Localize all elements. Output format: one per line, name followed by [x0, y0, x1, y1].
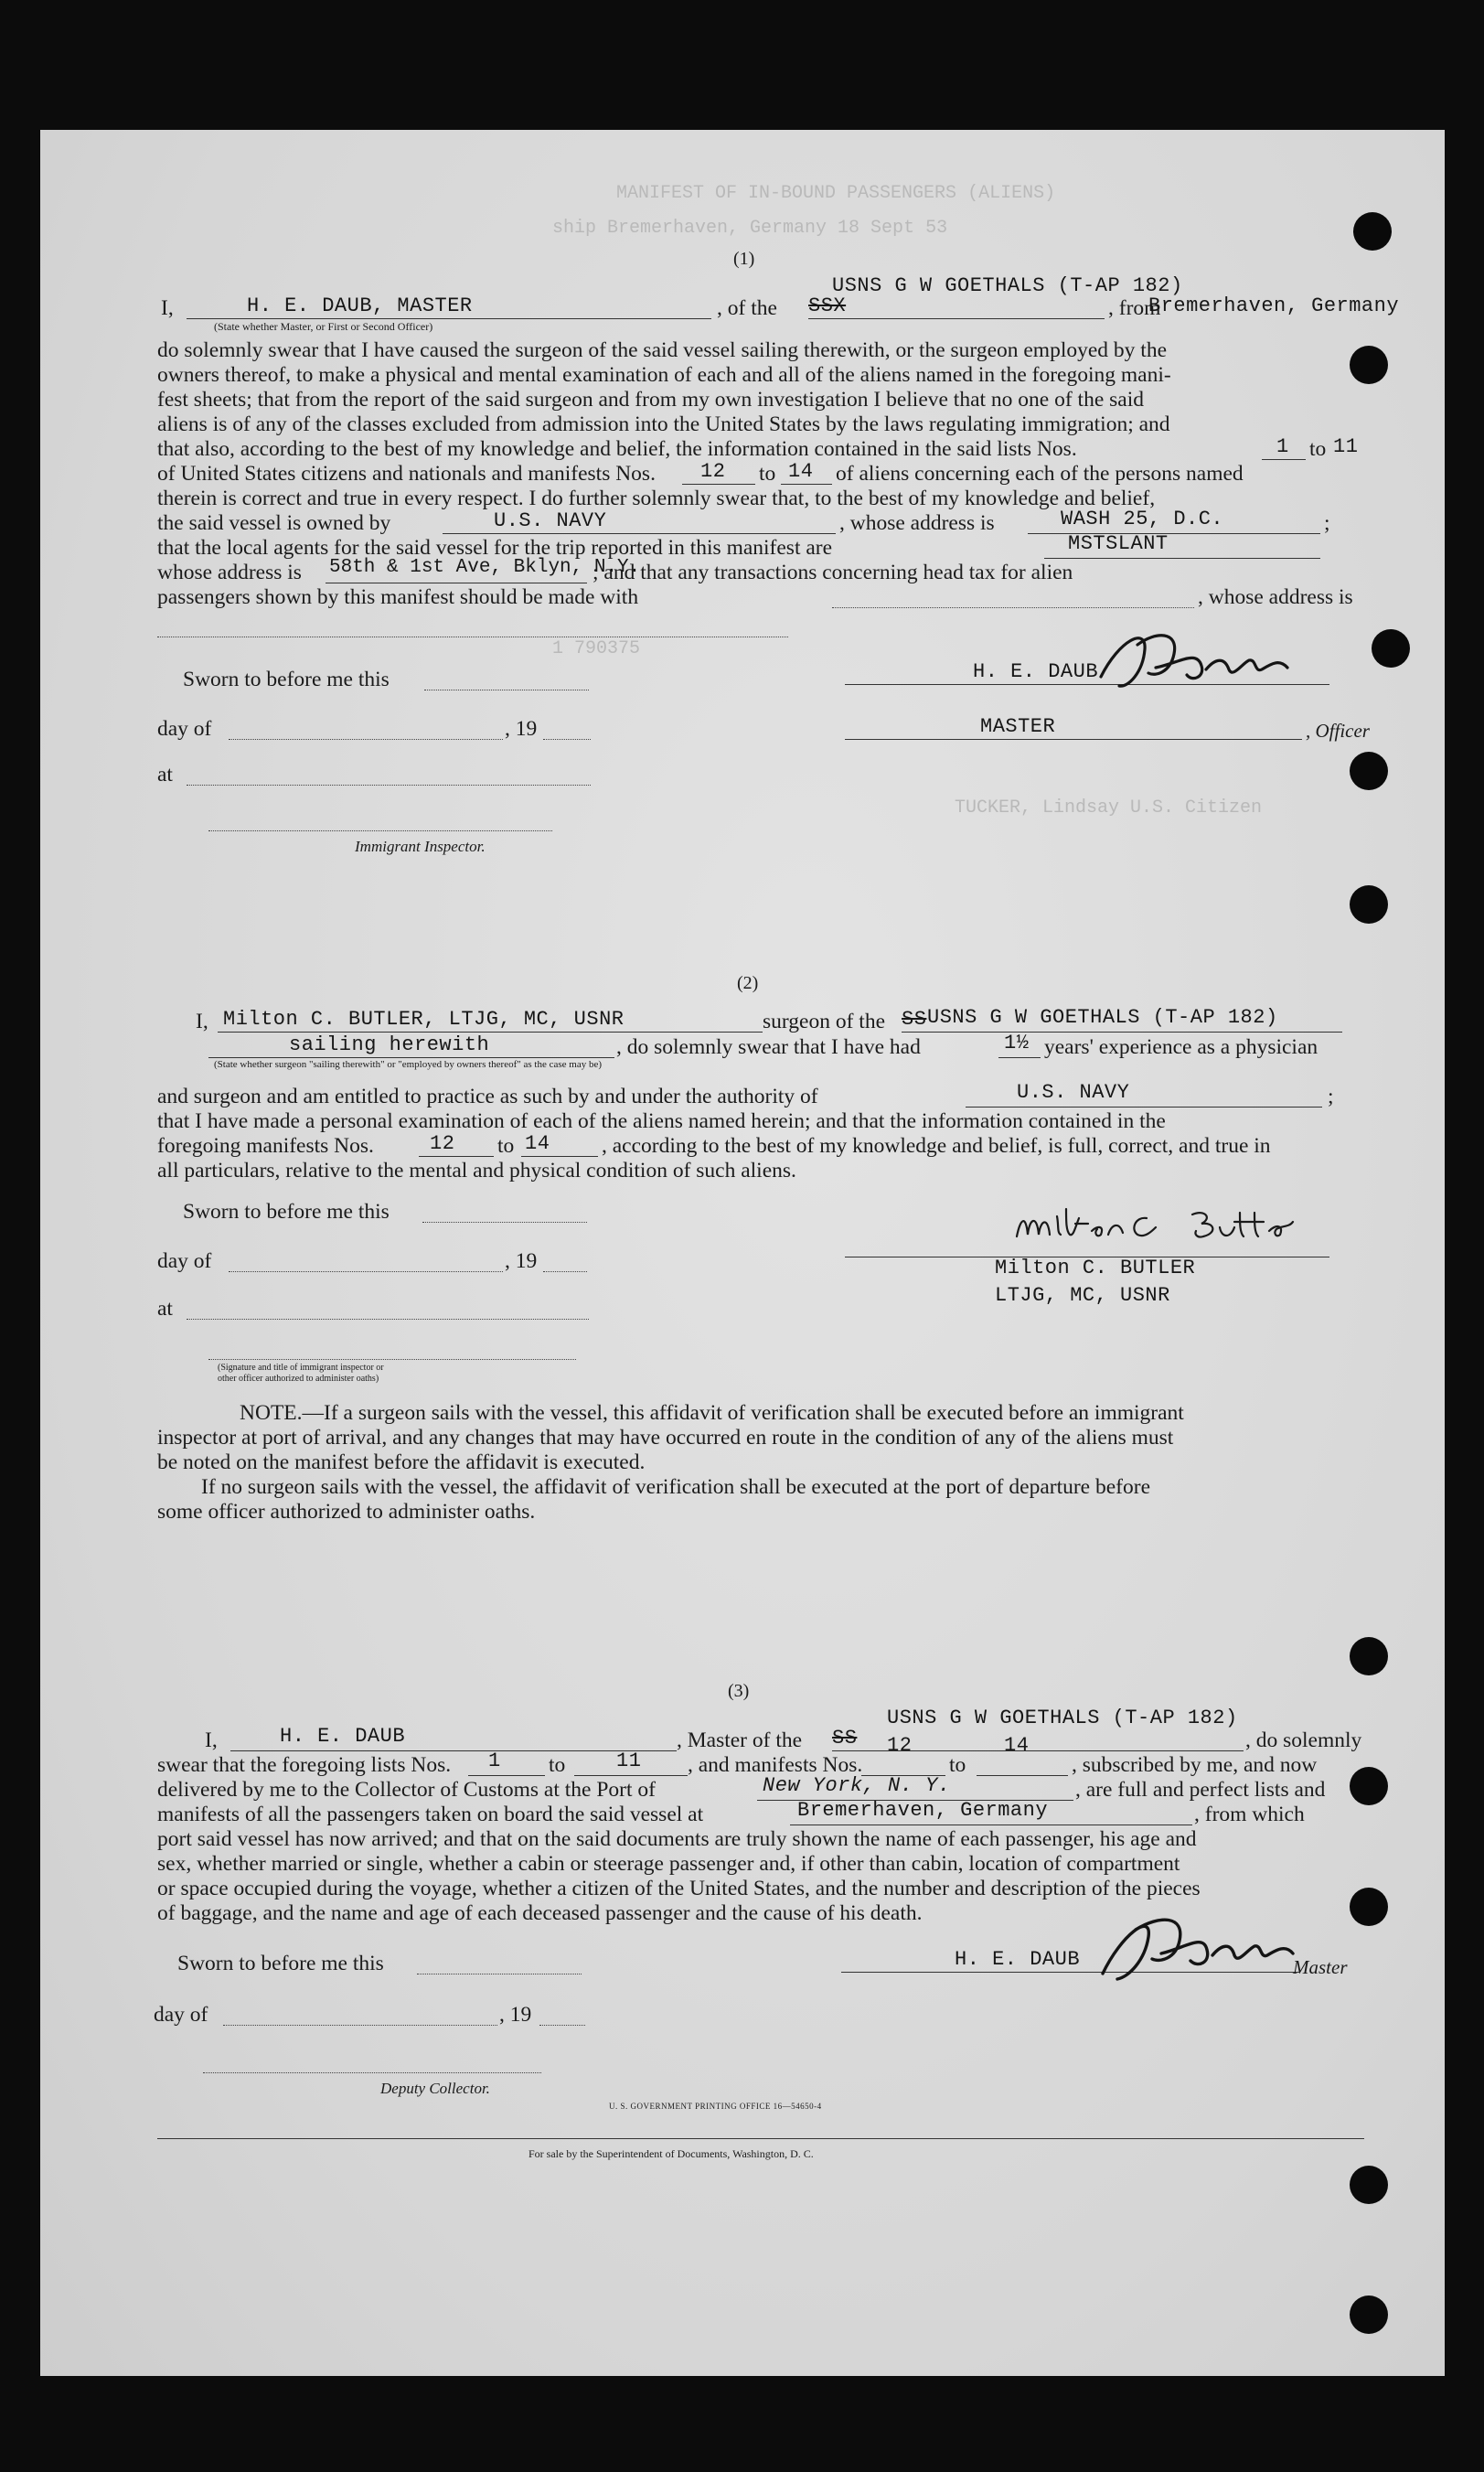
s1-list-from-line — [1262, 459, 1306, 460]
s3-line8: of baggage, and the name and age of each deceased passenger and the cause of his death. — [157, 1901, 923, 1925]
s3-to-2: to — [949, 1753, 966, 1777]
s2-at-line — [187, 1319, 589, 1320]
s3-subscribed: , subscribed by me, and now — [1072, 1753, 1318, 1777]
section-3-number: (3) — [728, 1681, 750, 1701]
bleed-through: TUCKER, Lindsay U.S. Citizen — [955, 797, 1263, 819]
s3-port: New York, N. Y. — [763, 1774, 951, 1797]
s3-i-label: I, — [205, 1728, 218, 1752]
s2-authority-val: U.S. NAVY — [1017, 1081, 1130, 1104]
punch-hole — [1350, 885, 1388, 924]
s1-agents: that the local agents for the said vessel for the trip reported in this manifest are — [157, 536, 833, 560]
s2-sig-name: Milton C. BUTLER — [995, 1257, 1196, 1279]
s3-year: , 19 — [499, 2003, 532, 2027]
s2-struck-ss: SS — [902, 1008, 927, 1031]
s1-line3: fest sheets; that from the report of the said surgeon and from my own investigation I believe that no one of the said — [157, 388, 1144, 412]
s2-years: 1½ — [1004, 1032, 1030, 1054]
s1-vessel-line — [808, 318, 1105, 319]
s1-owned-by: the said vessel is owned by — [157, 511, 391, 535]
gpo-imprint: U. S. GOVERNMENT PRINTING OFFICE 16—54650-4 — [609, 2102, 822, 2111]
s2-authority: and surgeon and am entitled to practice as such by and under the authority of — [157, 1085, 818, 1108]
s1-from-label: , from — [1108, 296, 1161, 320]
s2-sig-rank: LTJG, MC, USNR — [995, 1284, 1170, 1307]
s1-to-2: to — [759, 462, 776, 486]
s3-man-to: 14 — [1004, 1734, 1030, 1757]
s2-vessel-line — [902, 1032, 1342, 1033]
s3-day-line — [223, 2025, 497, 2026]
s1-head-tax-party-line — [832, 607, 1194, 608]
s1-officer-line — [845, 739, 1302, 740]
s1-line6a: of United States citizens and nationals and manifests Nos. — [157, 462, 656, 486]
s1-line7: therein is correct and true in every respect. I do further solemnly swear that, to the best of my knowledge and belief, — [157, 487, 1156, 510]
s1-line6b: of aliens concerning each of the persons named — [836, 462, 1244, 486]
s3-list-from-line — [468, 1775, 545, 1776]
s2-years-line — [998, 1057, 1041, 1058]
section-1-number: (1) — [733, 249, 755, 269]
s1-inspector-line — [208, 830, 552, 831]
s1-owner-address: WASH 25, D.C. — [1061, 508, 1224, 530]
s1-agent: MSTSLANT — [1068, 532, 1169, 555]
footer-rule — [157, 2138, 1364, 2139]
s2-sig-caption-1: (Signature and title of immigrant inspector or — [218, 1363, 384, 1373]
s2-sailing: sailing herewith — [289, 1033, 490, 1056]
s3-sworn: Sworn to before me this — [177, 1952, 384, 1975]
s2-line3: that I have made a personal examination of each of the aliens named herein; and that the information contained in the — [157, 1109, 1166, 1133]
s3-day-of: day of — [154, 2003, 208, 2027]
s2-man-to: 14 — [525, 1132, 550, 1155]
s2-sig-caption-2: other officer authorized to administer oaths) — [218, 1374, 379, 1384]
s2-note-5: some officer authorized to administer oaths. — [157, 1500, 536, 1524]
footer-sale: For sale by the Superintendent of Documents, Washington, D. C. — [528, 2147, 814, 2160]
s1-struck-ss: SSX — [808, 294, 847, 317]
s2-sworn: Sworn to before me this — [183, 1200, 390, 1224]
s1-at: at — [157, 763, 173, 787]
s2-vessel-name: USNS G W GOETHALS (T-AP 182) — [927, 1006, 1278, 1029]
s2-line4a: foregoing manifests Nos. — [157, 1134, 374, 1158]
s1-at-line — [187, 785, 591, 786]
s3-list-to: 11 — [616, 1750, 642, 1772]
s1-of-the: , of the — [717, 296, 777, 320]
s2-name-line — [218, 1032, 763, 1033]
s1-agent-address: 58th & 1st Ave, Bklyn, N.Y. — [329, 557, 641, 578]
s1-day-line — [229, 739, 503, 740]
s1-day-of: day of — [157, 717, 212, 741]
s1-sig-typed: H. E. DAUB — [973, 660, 1099, 683]
s1-list-from: 1 — [1276, 435, 1289, 458]
s3-line6: sex, whether married or single, whether a cabin or steerage passenger and, if other than cabin, location of compartment — [157, 1852, 1180, 1876]
s1-year: , 19 — [505, 717, 538, 741]
s2-sworn-line — [422, 1222, 587, 1223]
s1-line5: that also, according to the best of my knowledge and belief, the information contained in the said lists Nos. — [157, 437, 1077, 461]
s2-swear: , do solemnly swear that I have had — [616, 1035, 921, 1059]
s1-inspector: Immigrant Inspector. — [355, 838, 486, 855]
s2-state-caption: (State whether surgeon "sailing therewith" or "employed by owners thereof" as the case may be) — [214, 1059, 603, 1070]
s1-man-from: 12 — [700, 460, 726, 483]
s1-to: to — [1309, 437, 1327, 461]
s3-deputy: Deputy Collector. — [380, 2080, 490, 2097]
s2-surgeon-name: Milton C. BUTLER, LTJG, MC, USNR — [223, 1008, 625, 1031]
s3-solemnly: , do solemnly — [1245, 1728, 1362, 1752]
s3-line3a: delivered by me to the Collector of Customs at the Port of — [157, 1778, 656, 1802]
s3-struck-ss: SS — [832, 1727, 858, 1750]
s2-surgeon-of: surgeon of the — [763, 1010, 886, 1033]
s3-man-to-line — [977, 1775, 1068, 1776]
s2-man-from-line — [419, 1156, 494, 1157]
punch-hole — [1350, 752, 1388, 790]
punch-hole — [1350, 1767, 1388, 1805]
s2-inspector-line — [208, 1359, 576, 1360]
s2-line5: all particulars, relative to the mental and physical condition of such aliens. — [157, 1159, 796, 1182]
s1-list-to: 11 — [1333, 435, 1359, 458]
s2-years-exp: years' experience as a physician — [1044, 1035, 1319, 1059]
s1-year-line — [543, 739, 591, 740]
punch-hole — [1350, 346, 1388, 384]
punch-hole — [1372, 629, 1410, 668]
s1-man-to-line — [781, 484, 832, 485]
s1-owner: U.S. NAVY — [494, 509, 607, 532]
s1-i-label: I, — [161, 296, 174, 320]
s1-man-from-line — [682, 484, 755, 485]
s3-to: to — [549, 1753, 566, 1777]
s2-note-1: NOTE.—If a surgeon sails with the vessel, this affidavit of verification shall be executed before an immigrant — [240, 1401, 1184, 1425]
s1-man-to: 14 — [788, 460, 814, 483]
s3-name: H. E. DAUB — [280, 1725, 406, 1748]
s3-and-manifests: , and manifests Nos. — [688, 1753, 863, 1777]
section-2-number: (2) — [737, 973, 759, 993]
s1-sworn: Sworn to before me this — [183, 668, 390, 691]
s2-authority-line — [966, 1107, 1322, 1108]
s3-line2a: swear that the foregoing lists Nos. — [157, 1753, 452, 1777]
s2-year-line — [543, 1271, 587, 1272]
s3-line4b: , from which — [1194, 1803, 1305, 1826]
s1-title-typed: MASTER — [980, 715, 1056, 738]
s3-master: Master — [1293, 1956, 1348, 1978]
s1-whose-addr3: , whose address is — [1198, 585, 1353, 609]
s2-semi: ; — [1328, 1085, 1334, 1108]
punch-hole — [1350, 1888, 1388, 1926]
s2-sailing-line — [208, 1057, 614, 1058]
s3-deputy-line — [203, 2072, 541, 2073]
s1-master-name: H. E. DAUB, MASTER — [247, 294, 473, 317]
s2-day-line — [229, 1271, 503, 1272]
s3-man-from: 12 — [887, 1734, 913, 1757]
bleed-through: MANIFEST OF IN-BOUND PASSENGERS (ALIENS) — [616, 183, 1056, 204]
s1-line2: owners thereof, to make a physical and mental examination of each and all of the aliens named in the foregoing mani- — [157, 363, 1171, 387]
s3-sig-typed: H. E. DAUB — [955, 1948, 1081, 1971]
s3-vessel-name: USNS G W GOETHALS (T-AP 182) — [887, 1707, 1238, 1729]
s2-note-3: be noted on the manifest before the affidavit is executed. — [157, 1450, 646, 1474]
s2-year: , 19 — [505, 1249, 538, 1273]
s1-whose-address: , whose address is — [839, 511, 995, 535]
s1-agent-line — [1044, 558, 1320, 559]
s1-passengers: passengers shown by this manifest should be made with — [157, 585, 639, 609]
s1-owner-line — [443, 533, 836, 534]
s1-semi: ; — [1324, 511, 1330, 535]
s2-day-of: day of — [157, 1249, 212, 1273]
punch-hole — [1350, 2166, 1388, 2204]
s3-line7: or space occupied during the voyage, whether a citizen of the United States, and the number and description of the pieces — [157, 1877, 1201, 1900]
s3-master-of: , Master of the — [677, 1728, 803, 1752]
s1-line4: aliens is of any of the classes excluded from admission into the United States by the laws regulating immigration; and — [157, 412, 1170, 436]
s1-officer: , Officer — [1306, 720, 1370, 742]
bleed-through: ship Bremerhaven, Germany 18 Sept 53 — [552, 218, 948, 239]
s1-name-line — [187, 318, 711, 319]
s2-man-to-line — [521, 1156, 598, 1157]
s3-year-line — [539, 2025, 585, 2026]
s3-port-from: Bremerhaven, Germany — [797, 1799, 1049, 1822]
s2-at: at — [157, 1297, 173, 1321]
s1-line1: do solemnly swear that I have caused the surgeon of the said vessel sailing therewith, or the surgeon employed by the — [157, 338, 1168, 362]
s3-line5: port said vessel has now arrived; and that on the said documents are truly shown the name of each passenger, his age and — [157, 1827, 1197, 1851]
punch-hole — [1350, 2295, 1388, 2334]
s2-line4b: , according to the best of my knowledge and belief, is full, correct, and true in — [602, 1134, 1271, 1158]
s3-line3b: , are full and perfect lists and — [1075, 1778, 1326, 1802]
s2-note-4: If no surgeon sails with the vessel, the affidavit of verification shall be executed at the port of departure before — [201, 1475, 1150, 1499]
s2-man-from: 12 — [430, 1132, 455, 1155]
s2-i-label: I, — [196, 1010, 208, 1033]
punch-hole — [1350, 1637, 1388, 1675]
s1-whose-addr2: whose address is — [157, 561, 302, 584]
s3-list-from: 1 — [488, 1750, 501, 1772]
s1-state-caption: (State whether Master, or First or Second Officer) — [214, 320, 433, 333]
punch-hole — [1353, 212, 1392, 251]
s1-vessel-name: USNS G W GOETHALS (T-AP 182) — [832, 274, 1183, 297]
s2-to: to — [497, 1134, 515, 1158]
manifest-page — [40, 130, 1445, 2376]
s3-handwritten-signature — [1095, 1902, 1315, 1994]
s3-list-to-line — [574, 1775, 688, 1776]
s2-note-2: inspector at port of arrival, and any changes that may have occurred en route in the condition of any of the aliens must — [157, 1426, 1174, 1450]
s3-line4a: manifests of all the passengers taken on board the said vessel at — [157, 1803, 704, 1826]
s1-handwritten-signature — [1092, 622, 1329, 695]
bleed-through: 1 790375 — [552, 638, 641, 659]
s1-head-tax: ; and that any transactions concerning head tax for alien — [593, 561, 1073, 584]
s3-name-line — [230, 1750, 677, 1751]
s1-port-from: Bremerhaven, Germany — [1148, 294, 1400, 317]
